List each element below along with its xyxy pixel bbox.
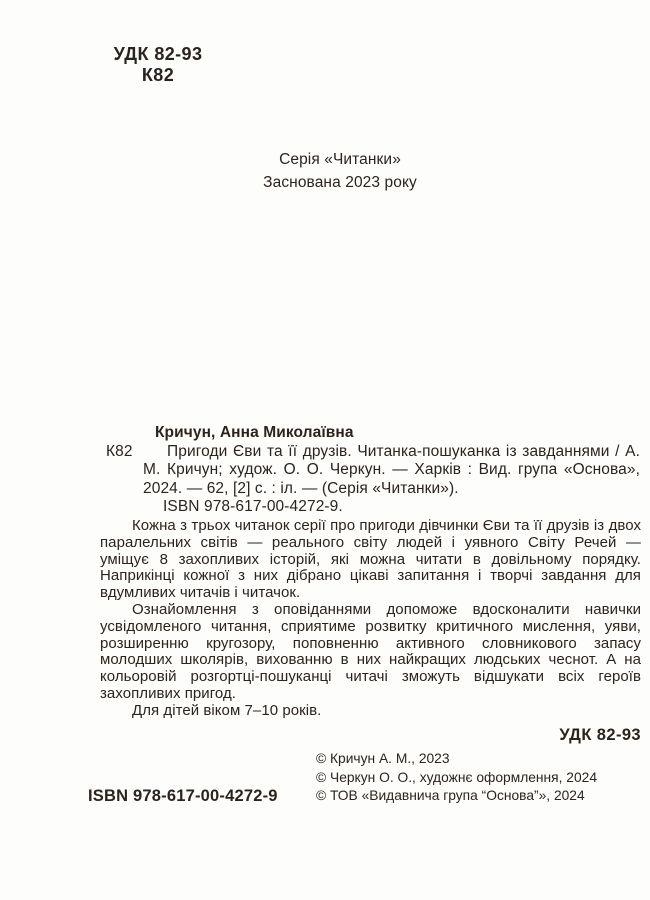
series-title: Серія «Читанки» — [279, 151, 401, 168]
udk-classification-block — [92, 44, 224, 86]
series-founded: Заснована 2023 року — [263, 174, 417, 191]
annotation-paragraph-2: Ознайомлення з оповіданнями допоможе вдосконалити навички усвідомленого читання, сприятиме розвитку критичного мислення, уяви, розширенню кругозору, поповненню активного словникового запасу молодших школярів, вихованню в них найкращих людських чеснот. А на кольоровій розгортці-пошуканці читачі зможуть відшукати всіх героїв захопливих пригод. — [100, 600, 641, 702]
bib-entry: Пригоди Єви та її друзів. Читанка-пошуканка із завданнями / А. М. Кричун; худож. О. О. Черкун. — Харків : Вид. група «Основа», 2024. — 62, [2] с. : іл. — (Серія «Читанки»). — [143, 442, 640, 497]
isbn-bottom: ISBN 978-617-00-4272-9 — [88, 787, 278, 805]
udk-footer-code: УДК 82-93 — [559, 725, 641, 744]
annotation-paragraph-1: Кожна з трьох читанок серії про пригоди дівчинки Єви та її друзів із двох паралельних світів — реального світу людей і уявного Світу Речей — уміщує 8 захопливих історій, які можна читати в довільному порядку. Наприкінці кожної з них дібрано цікаві запитання і творчі завдання для вдумливих читачів і читачок. — [100, 517, 641, 602]
audience-note: Для дітей віком 7–10 років. — [132, 701, 322, 719]
bib-author-code: К82 — [106, 443, 133, 460]
copyright-block — [316, 750, 597, 806]
copyright-line-author: © Кричун А. М., 2023 — [316, 751, 450, 766]
series-block — [98, 148, 582, 194]
annotation-block — [100, 518, 641, 743]
udk-code: УДК 82-93 — [113, 44, 203, 64]
copyright-line-artist: © Черкун О. О., художнє оформлення, 2024 — [316, 769, 597, 785]
copyright-line-publisher: © ТОВ «Видавнича група “Основа”», 2024 — [316, 788, 585, 804]
bib-isbn: ISBN 978-617-00-4272-9. — [163, 498, 343, 516]
author-sign-code: К82 — [141, 65, 175, 85]
bibliographic-description — [106, 424, 640, 517]
bib-author-heading: Кричун, Анна Миколаївна — [155, 424, 354, 441]
